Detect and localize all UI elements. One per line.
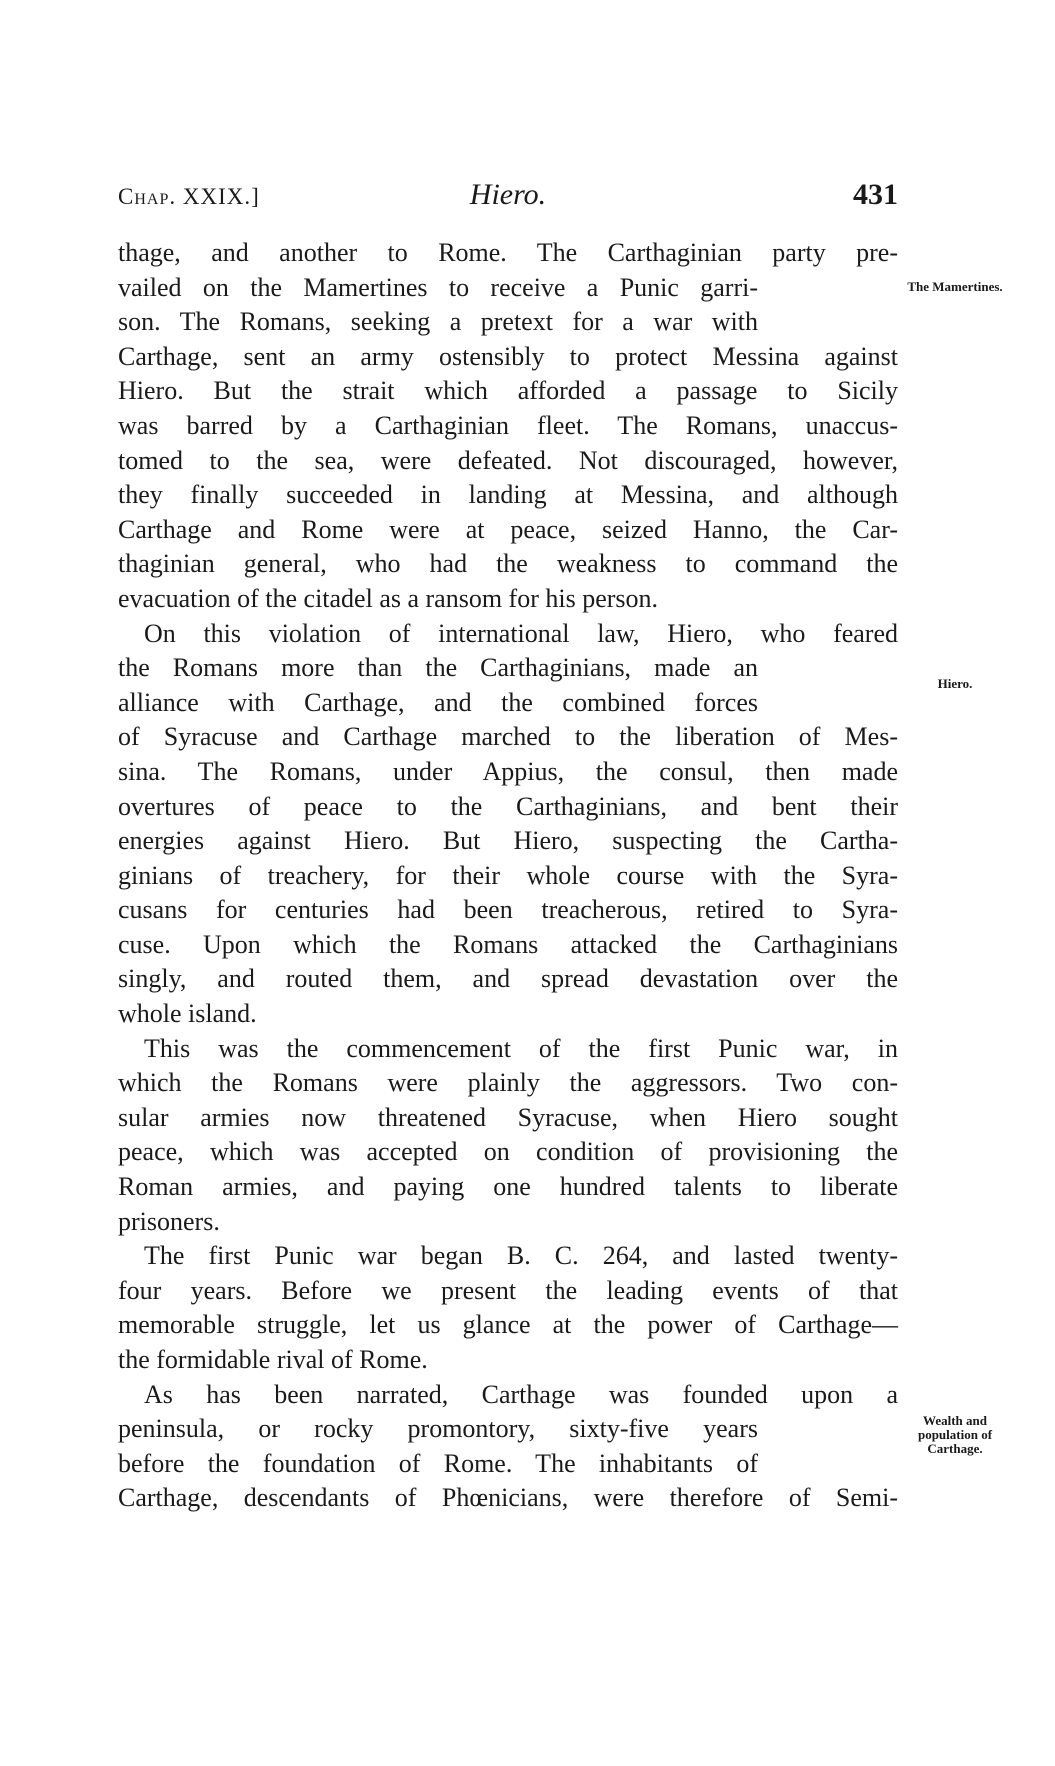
- text-line: peace, which was accepted on condition of provisioning the: [118, 1137, 898, 1167]
- text-line: singly, and routed them, and spread devastation over the: [118, 964, 898, 994]
- text-line: Hiero. But the strait which afforded a passage to Sicily: [118, 376, 898, 406]
- text-line: thaginian general, who had the weakness to command the: [118, 549, 898, 579]
- body-text: [118, 236, 1003, 1516]
- text-line: energies against Hiero. But Hiero, suspecting the Cartha-: [118, 826, 898, 856]
- text-line: they finally succeeded in landing at Messina, and although: [118, 480, 898, 510]
- text-line: As has been narrated, Carthage was founded upon a: [144, 1379, 898, 1409]
- running-header: [118, 178, 898, 218]
- text-line: whole island.: [118, 999, 257, 1029]
- text-line: of Syracuse and Carthage marched to the liberation of Mes-: [118, 722, 898, 752]
- text-line: the formidable rival of Rome.: [118, 1345, 428, 1374]
- margin-note-hiero: Hiero.: [937, 676, 973, 691]
- text-line: the Romans more than the Carthaginians, made an: [118, 653, 758, 683]
- text-line: Roman armies, and paying one hundred talents to liberate: [118, 1172, 898, 1202]
- chapter-label: Chap. XXIX.]: [118, 184, 260, 209]
- text-line: overtures of peace to the Carthaginians, and bent their: [118, 791, 898, 821]
- margin-note-mamertines: The Mamertines.: [907, 279, 1003, 294]
- text-line: cusans for centuries had been treacherous, retired to Syra-: [118, 895, 898, 925]
- text-line: before the foundation of Rome. The inhabitants of: [118, 1448, 758, 1478]
- text-line: vailed on the Mamertines to receive a Punic garri-: [118, 272, 758, 302]
- text-line: prisoners.: [118, 1206, 220, 1236]
- text-line: thage, and another to Rome. The Carthaginian party pre-: [118, 238, 898, 267]
- text-line: was barred by a Carthaginian fleet. The Romans, unaccus-: [118, 410, 898, 440]
- text-line: Carthage, descendants of Phœnicians, were therefore of Semi-: [118, 1483, 898, 1513]
- text-line: four years. Before we present the leading events of that: [118, 1275, 898, 1305]
- text-line: This was the commencement of the first Punic war, in: [144, 1033, 898, 1063]
- text-line: sina. The Romans, under Appius, the consul, then made: [118, 756, 898, 786]
- margin-note-wealth: Wealth and population of Carthage.: [917, 1413, 993, 1456]
- text-line: Carthage, sent an army ostensibly to protect Messina against: [118, 341, 898, 371]
- page-title: Hiero.: [469, 178, 547, 211]
- text-line: which the Romans were plainly the aggressors. Two con-: [118, 1068, 898, 1098]
- page-number: 431: [853, 178, 898, 211]
- text-line: sular armies now threatened Syracuse, when Hiero sought: [118, 1102, 898, 1132]
- text-line: Carthage and Rome were at peace, seized Hanno, the Car-: [118, 514, 898, 544]
- text-line: son. The Romans, seeking a pretext for a war with: [118, 307, 758, 337]
- text-line: On this violation of international law, Hiero, who feared: [144, 618, 898, 648]
- text-line: ginians of treachery, for their whole course with the Syra-: [118, 860, 898, 890]
- text-line: tomed to the sea, were defeated. Not discouraged, however,: [118, 445, 898, 475]
- text-line: cuse. Upon which the Romans attacked the Carthaginians: [118, 929, 898, 959]
- text-line: peninsula, or rocky promontory, sixty-five years: [118, 1414, 758, 1444]
- text-line: memorable struggle, let us glance at the power of Carthage—: [118, 1310, 898, 1340]
- text-line: The first Punic war began B. C. 264, and lasted twenty-: [144, 1241, 898, 1271]
- text-line: evacuation of the citadel as a ransom for his person.: [118, 583, 659, 613]
- text-line: alliance with Carthage, and the combined forces: [118, 687, 758, 717]
